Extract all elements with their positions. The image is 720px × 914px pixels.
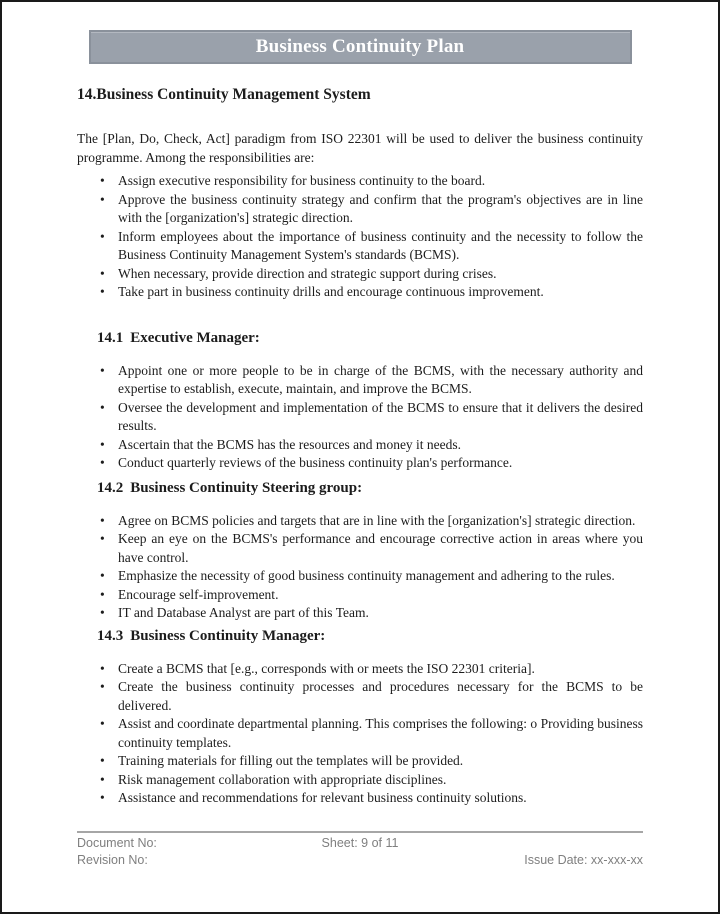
- bullet-item: • IT and Database Analyst are part of this Team.: [100, 604, 643, 623]
- footer-spacer: [454, 835, 643, 852]
- bullet-item: • Agree on BCMS policies and targets that are in line with the [organization's] strategic direction.: [100, 512, 643, 531]
- bullet-item: • Approve the business continuity strategy and confirm that the program's objectives are in line with the [organization's] strategic direction.: [100, 191, 643, 228]
- banner-title: Business Continuity Plan: [255, 36, 465, 57]
- steering-group-list: [77, 512, 643, 623]
- footer-spacer: [266, 852, 455, 869]
- section-title: Executive Manager:: [130, 329, 260, 346]
- section-title: Business Continuity Steering group:: [130, 479, 363, 496]
- bullet-item: • Assist and coordinate departmental planning. This comprises the following: o Providing business continuity templates.: [100, 715, 643, 752]
- bullet-item: • When necessary, provide direction and strategic support during crises.: [100, 265, 643, 284]
- footer-row-2: [77, 852, 643, 869]
- section-heading: [97, 330, 643, 347]
- bullet-item: • Inform employees about the importance of business continuity and the necessity to follow the Business Continuity Management System's standards (BCMS).: [100, 228, 643, 265]
- bullet-item: • Encourage self-improvement.: [100, 586, 643, 605]
- section-heading: [97, 480, 643, 497]
- sheet-number-label: Sheet: 9 of 11: [321, 836, 399, 850]
- section-bc-manager: [77, 628, 643, 808]
- bullet-item: • Take part in business continuity drills and encourage continuous improvement.: [100, 283, 643, 302]
- page-footer: [77, 831, 643, 869]
- section-title: Business Continuity Manager:: [130, 627, 326, 644]
- document-no-label: Document No:: [77, 836, 157, 850]
- bullet-item: • Emphasize the necessity of good business continuity management and adhering to the rules.: [100, 567, 643, 586]
- section-executive-manager: [77, 330, 643, 473]
- section-heading: [97, 628, 643, 645]
- bullet-item: • Assign executive responsibility for business continuity to the board.: [100, 172, 643, 191]
- bullet-item: • Create a BCMS that [e.g., corresponds with or meets the ISO 22301 criteria].: [100, 660, 643, 679]
- chapter-heading: 14.Business Continuity Management System: [77, 86, 371, 103]
- section-number: 14.3: [97, 627, 124, 644]
- intro-paragraph: The [Plan, Do, Check, Act] paradigm from ISO 22301 will be used to deliver the business continuity programme. Among the responsibilities are:: [77, 131, 643, 165]
- bullet-item: • Create the business continuity processes and procedures necessary for the BCMS to be delivered.: [100, 678, 643, 715]
- bc-manager-list: [77, 660, 643, 808]
- bullet-item: • Keep an eye on the BCMS's performance and encourage corrective action in areas where you have control.: [100, 530, 643, 567]
- bullet-item: • Oversee the development and implementation of the BCMS to ensure that it delivers the desired results.: [100, 399, 643, 436]
- issue-date-label: Issue Date: xx-xxx-xx: [524, 853, 643, 867]
- footer-row-1: [77, 835, 643, 852]
- section-number: 14.1: [97, 329, 124, 346]
- bullet-item: • Risk management collaboration with appropriate disciplines.: [100, 771, 643, 790]
- document-body: [2, 86, 718, 808]
- section-number: 14.2: [97, 479, 124, 496]
- bullet-item: • Conduct quarterly reviews of the business continuity plan's performance.: [100, 454, 643, 473]
- bullet-item: • Ascertain that the BCMS has the resources and money it needs.: [100, 436, 643, 455]
- section-steering-group: [77, 480, 643, 623]
- bullet-item: • Appoint one or more people to be in charge of the BCMS, with the necessary authority and expertise to establish, execute, maintain, and improve the BCMS.: [100, 362, 643, 399]
- responsibilities-list: [77, 172, 643, 302]
- revision-no-label: Revision No:: [77, 853, 148, 867]
- bullet-item: • Training materials for filling out the templates will be provided.: [100, 752, 643, 771]
- bullet-item: • Assistance and recommendations for relevant business continuity solutions.: [100, 789, 643, 808]
- title-banner: [89, 30, 632, 64]
- executive-manager-list: [77, 362, 643, 473]
